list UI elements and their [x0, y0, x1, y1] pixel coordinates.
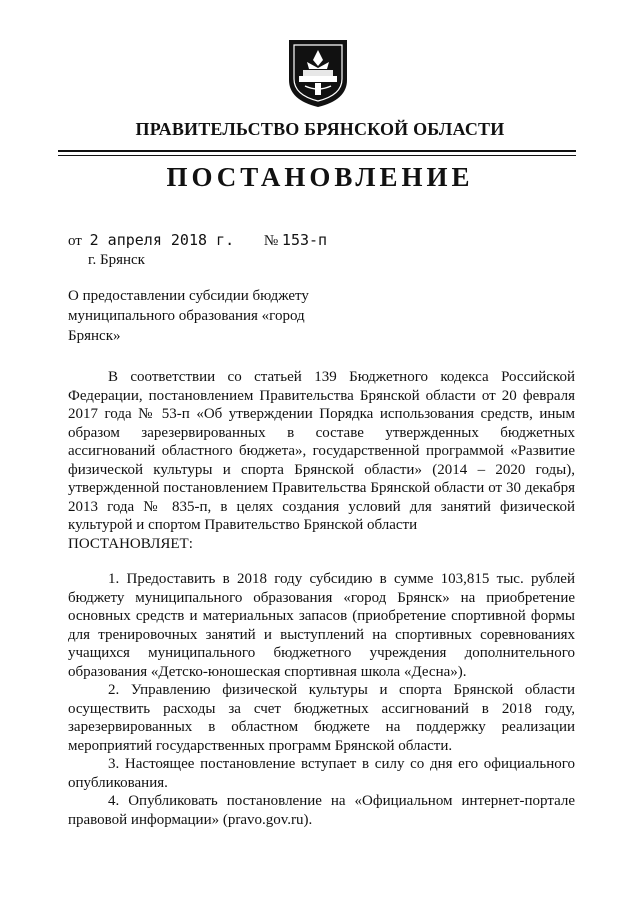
- city: г. Брянск: [88, 252, 145, 268]
- clause-4: 4. Опубликовать постановление на «Официальном интернет-портале правовой информации» (pravo.gov.ru).: [68, 793, 575, 828]
- preamble: В соответствии со статьей 139 Бюджетного кодекса Российской Федерации, постановлением Правительства Брянской области от 20 февраля 2017 года № 53-п «Об утверждении Порядка использования средств, иным образом зарезервированных в составе утвержденных бюджетных ассигнований областного бюджета», государственной программой «Развитие физической культуры и спорта Брянской области» (2014 – 2020 годы), утвержденной постановлением Правительства Брянской области от 30 декабря 2013 года № 835-п, в целях создания условий для занятий физической культурой и спортом Правительство Брянской области: [68, 369, 575, 533]
- date-line: [68, 231, 327, 250]
- document-subject: О предоставлении субсидии бюджету муниципального образования «город Брянск»: [68, 288, 309, 344]
- document-type: ПОСТАНОВЛЕНИЕ: [166, 162, 474, 192]
- document-date: 2 апреля 2018 г.: [89, 231, 235, 249]
- header-divider-thin: [58, 155, 576, 156]
- decree-word: ПОСТАНОВЛЯЕТ:: [68, 535, 193, 552]
- clause-2: 2. Управлению физической культуры и спорта Брянской области осуществить расходы за счет бюджетных ассигнований в 2018 году, зарезервированных в областном бюджете на поддержку реализации мероприятий государственных программ Брянской области.: [68, 682, 575, 754]
- date-prefix: от: [68, 233, 82, 249]
- document-number: 153-п: [281, 231, 328, 249]
- coat-of-arms-icon: [285, 36, 351, 110]
- clause-1: 1. Предоставить в 2018 году субсидию в сумме 103,815 тыс. рублей бюджету муниципального образования «город Брянск» на приобретение основных средств и материальных запасов (приобретение спортивной формы для тренировочных занятий и выступлений на спортивных соревнованиях учащихся муниципального бюджетного учреждения дополнительного образования «Детско-юношеская спортивная школа «Десна»).: [68, 571, 575, 680]
- document-body: [68, 368, 575, 829]
- clause-3: 3. Настоящее постановление вступает в силу со дня его официального опубликования.: [68, 756, 575, 791]
- number-sign: №: [263, 233, 279, 249]
- organization-name: ПРАВИТЕЛЬСТВО БРЯНСКОЙ ОБЛАСТИ: [135, 119, 505, 139]
- header-divider: [58, 150, 576, 152]
